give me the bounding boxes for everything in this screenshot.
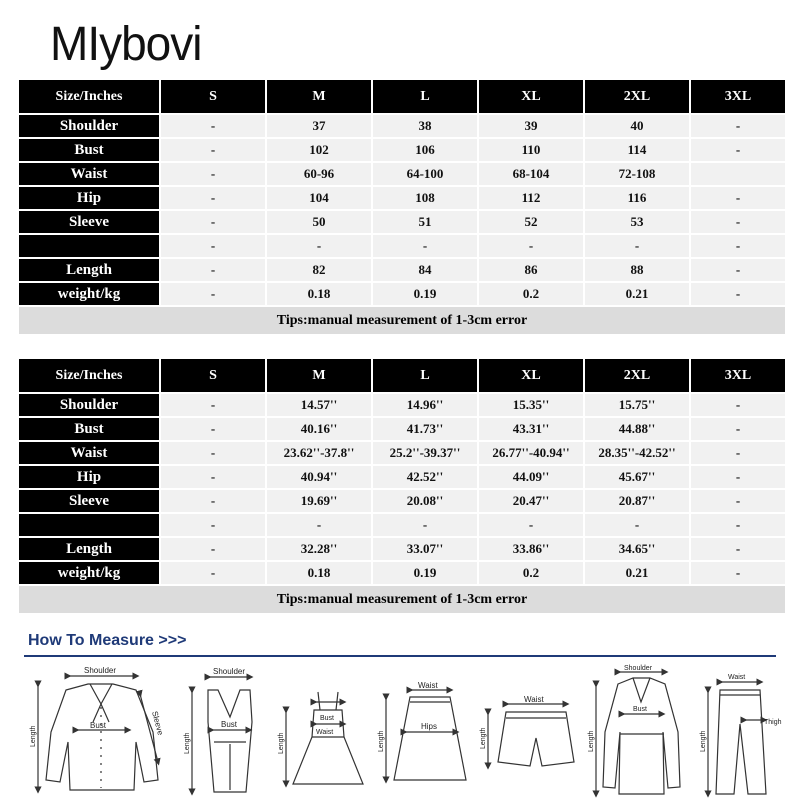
measurement-value: 0.19 — [373, 562, 477, 584]
measurement-value: 23.62''-37.8'' — [267, 442, 371, 464]
size-column-header: S — [161, 359, 265, 392]
measurement-value: 0.18 — [267, 562, 371, 584]
measurement-value: - — [691, 139, 785, 161]
measurement-value: 42.52'' — [373, 466, 477, 488]
bust-label: Bust — [90, 721, 107, 730]
shorts-diagram — [480, 695, 574, 766]
measurement-value: 28.35''-42.52'' — [585, 442, 689, 464]
brand-logo: MIybovi — [50, 16, 202, 71]
length-label: Length — [588, 730, 595, 752]
size-column-header: 3XL — [691, 80, 785, 113]
measurement-value: 88 — [585, 259, 689, 281]
measurement-value: - — [691, 418, 785, 440]
measurement-value: 20.87'' — [585, 490, 689, 512]
measurement-value — [691, 163, 785, 185]
measurement-label: Hip — [19, 466, 159, 488]
measurement-value: 114 — [585, 139, 689, 161]
measurement-value: - — [691, 442, 785, 464]
table-row — [19, 394, 785, 416]
length-label: Length — [184, 732, 191, 754]
thigh-label: Thigh — [764, 719, 782, 726]
measurement-label: Waist — [19, 163, 159, 185]
measurement-value: 40 — [585, 115, 689, 137]
measurement-value: - — [161, 115, 265, 137]
table-row — [19, 115, 785, 137]
measurement-diagrams — [18, 662, 788, 798]
measurement-value: - — [161, 259, 265, 281]
measurement-value: 110 — [479, 139, 583, 161]
shoulder-label: Shoulder — [84, 666, 117, 675]
table-row — [19, 139, 785, 161]
measurement-value: - — [585, 235, 689, 257]
length-label: Length — [378, 730, 385, 752]
measurement-value: 0.21 — [585, 562, 689, 584]
measurement-value: 60-96 — [267, 163, 371, 185]
table-row — [19, 514, 785, 536]
table-row — [19, 490, 785, 512]
measurement-value: 25.2''-39.37'' — [373, 442, 477, 464]
size-column-header: 2XL — [585, 80, 689, 113]
measurement-value: - — [691, 283, 785, 305]
measurement-value: 32.28'' — [267, 538, 371, 560]
measurement-label: Sleeve — [19, 211, 159, 233]
measurement-label — [19, 514, 159, 536]
size-table-inches — [17, 357, 787, 615]
measurement-label: Length — [19, 259, 159, 281]
measurement-value: 19.69'' — [267, 490, 371, 512]
waist-label: Waist — [316, 729, 334, 736]
measurement-value: 26.77''-40.94'' — [479, 442, 583, 464]
measurement-value: - — [691, 394, 785, 416]
measurement-value: 0.21 — [585, 283, 689, 305]
measurement-value: 41.73'' — [373, 418, 477, 440]
length-label: Length — [278, 732, 285, 754]
camisole-diagram — [184, 667, 252, 792]
measurement-value: - — [161, 187, 265, 209]
table-row — [19, 562, 785, 584]
tips-row — [19, 307, 785, 334]
tips-row — [19, 586, 785, 613]
table-row — [19, 235, 785, 257]
measurement-label: Sleeve — [19, 490, 159, 512]
measurement-value: - — [161, 442, 265, 464]
table-row — [19, 442, 785, 464]
size-table-cm — [17, 78, 787, 336]
length-label: Length — [480, 727, 487, 749]
measurement-value: - — [691, 211, 785, 233]
measurement-value: - — [691, 115, 785, 137]
measurement-label: Hip — [19, 187, 159, 209]
measurement-value: 15.35'' — [479, 394, 583, 416]
measurement-label: Bust — [19, 139, 159, 161]
measurement-label: Bust — [19, 418, 159, 440]
measurement-value: - — [161, 163, 265, 185]
table-row — [19, 187, 785, 209]
size-column-header: S — [161, 80, 265, 113]
blouse-diagram — [30, 666, 165, 790]
table-row — [19, 211, 785, 233]
waist-label: Waist — [418, 681, 438, 690]
measurement-value: - — [585, 514, 689, 536]
measurement-value: 0.2 — [479, 562, 583, 584]
measurement-value: 52 — [479, 211, 583, 233]
measurement-value: - — [691, 235, 785, 257]
measurement-value: 15.75'' — [585, 394, 689, 416]
measurement-value: - — [373, 235, 477, 257]
hips-label: Hips — [421, 722, 438, 731]
measurement-value: - — [161, 235, 265, 257]
size-column-header: XL — [479, 80, 583, 113]
measurement-value: - — [691, 562, 785, 584]
measurement-value: 44.88'' — [585, 418, 689, 440]
measurement-value: 20.47'' — [479, 490, 583, 512]
size-column-header: XL — [479, 359, 583, 392]
measurement-label: Shoulder — [19, 115, 159, 137]
measurement-value: - — [267, 514, 371, 536]
measurement-label: Waist — [19, 442, 159, 464]
measurement-label: Shoulder — [19, 394, 159, 416]
measurement-value: 53 — [585, 211, 689, 233]
strappy-dress-diagram — [278, 692, 363, 784]
measurement-value: - — [161, 466, 265, 488]
measurement-value: - — [161, 394, 265, 416]
length-label: Length — [30, 725, 37, 747]
measurement-value: 33.86'' — [479, 538, 583, 560]
measurement-value: 34.65'' — [585, 538, 689, 560]
measurement-value: - — [161, 211, 265, 233]
measurement-value: - — [373, 514, 477, 536]
measurement-value: 86 — [479, 259, 583, 281]
waist-label: Waist — [524, 695, 544, 704]
measurement-label: weight/kg — [19, 283, 159, 305]
measurement-value: 104 — [267, 187, 371, 209]
skirt-diagram — [378, 681, 466, 780]
measurement-value: 40.16'' — [267, 418, 371, 440]
bust-label: Bust — [221, 720, 238, 729]
measurement-value: - — [161, 538, 265, 560]
measurement-value: 51 — [373, 211, 477, 233]
waist-label: Waist — [728, 674, 746, 681]
measurement-value: 72-108 — [585, 163, 689, 185]
table-header-row — [19, 359, 785, 392]
measurement-value: - — [161, 418, 265, 440]
measurement-value: 116 — [585, 187, 689, 209]
measurement-value: 33.07'' — [373, 538, 477, 560]
measurement-value: - — [161, 514, 265, 536]
measurement-value: 0.19 — [373, 283, 477, 305]
tips-text: Tips:manual measurement of 1-3cm error — [19, 586, 785, 613]
size-column-header: M — [267, 359, 371, 392]
measurement-value: 44.09'' — [479, 466, 583, 488]
bust-label: Bust — [633, 706, 648, 713]
measurement-value: 112 — [479, 187, 583, 209]
how-to-measure-title: How To Measure >>> — [28, 632, 187, 649]
measurement-label: Length — [19, 538, 159, 560]
size-column-header: M — [267, 80, 371, 113]
measurement-value: - — [267, 235, 371, 257]
tips-text: Tips:manual measurement of 1-3cm error — [19, 307, 785, 334]
shoulder-label: Shoulder — [213, 667, 246, 676]
table-row — [19, 466, 785, 488]
measurement-value: 0.18 — [267, 283, 371, 305]
measurement-value: - — [479, 514, 583, 536]
measurement-value: - — [691, 187, 785, 209]
trench-coat-diagram — [588, 665, 680, 794]
size-column-header: L — [373, 80, 477, 113]
table-row — [19, 538, 785, 560]
measurement-value: 43.31'' — [479, 418, 583, 440]
measurement-value: 68-104 — [479, 163, 583, 185]
measurement-value: 50 — [267, 211, 371, 233]
size-header-label: Size/Inches — [19, 80, 159, 113]
measurement-value: - — [479, 235, 583, 257]
measurement-value: - — [161, 562, 265, 584]
sleeve-label: Sleeve — [150, 710, 166, 737]
length-label: Length — [700, 730, 707, 752]
measurement-value: 40.94'' — [267, 466, 371, 488]
measurement-value: 84 — [373, 259, 477, 281]
how-to-measure-divider — [24, 655, 776, 657]
size-column-header: L — [373, 359, 477, 392]
measurement-value: 45.67'' — [585, 466, 689, 488]
shoulder-label: Shoulder — [624, 665, 653, 672]
measurement-value: 82 — [267, 259, 371, 281]
measurement-value: - — [691, 466, 785, 488]
measurement-value: 39 — [479, 115, 583, 137]
measurement-value: - — [691, 490, 785, 512]
measurement-value: - — [161, 139, 265, 161]
measurement-value: 102 — [267, 139, 371, 161]
table-row — [19, 418, 785, 440]
table-row — [19, 163, 785, 185]
measurement-value: 37 — [267, 115, 371, 137]
measurement-value: 108 — [373, 187, 477, 209]
size-column-header: 2XL — [585, 359, 689, 392]
measurement-value: 38 — [373, 115, 477, 137]
measurement-value: - — [691, 514, 785, 536]
measurement-value: 106 — [373, 139, 477, 161]
measurement-value: 14.96'' — [373, 394, 477, 416]
trousers-diagram — [700, 674, 782, 794]
bust-label: Bust — [320, 715, 335, 722]
measurement-value: 64-100 — [373, 163, 477, 185]
measurement-value: - — [161, 283, 265, 305]
measurement-label: weight/kg — [19, 562, 159, 584]
measurement-label — [19, 235, 159, 257]
measurement-value: 0.2 — [479, 283, 583, 305]
measurement-value: - — [691, 538, 785, 560]
measurement-value: - — [691, 259, 785, 281]
table-row — [19, 283, 785, 305]
measurement-value: 14.57'' — [267, 394, 371, 416]
size-column-header: 3XL — [691, 359, 785, 392]
measurement-value: 20.08'' — [373, 490, 477, 512]
measurement-value: - — [161, 490, 265, 512]
table-row — [19, 259, 785, 281]
table-header-row — [19, 80, 785, 113]
size-header-label: Size/Inches — [19, 359, 159, 392]
